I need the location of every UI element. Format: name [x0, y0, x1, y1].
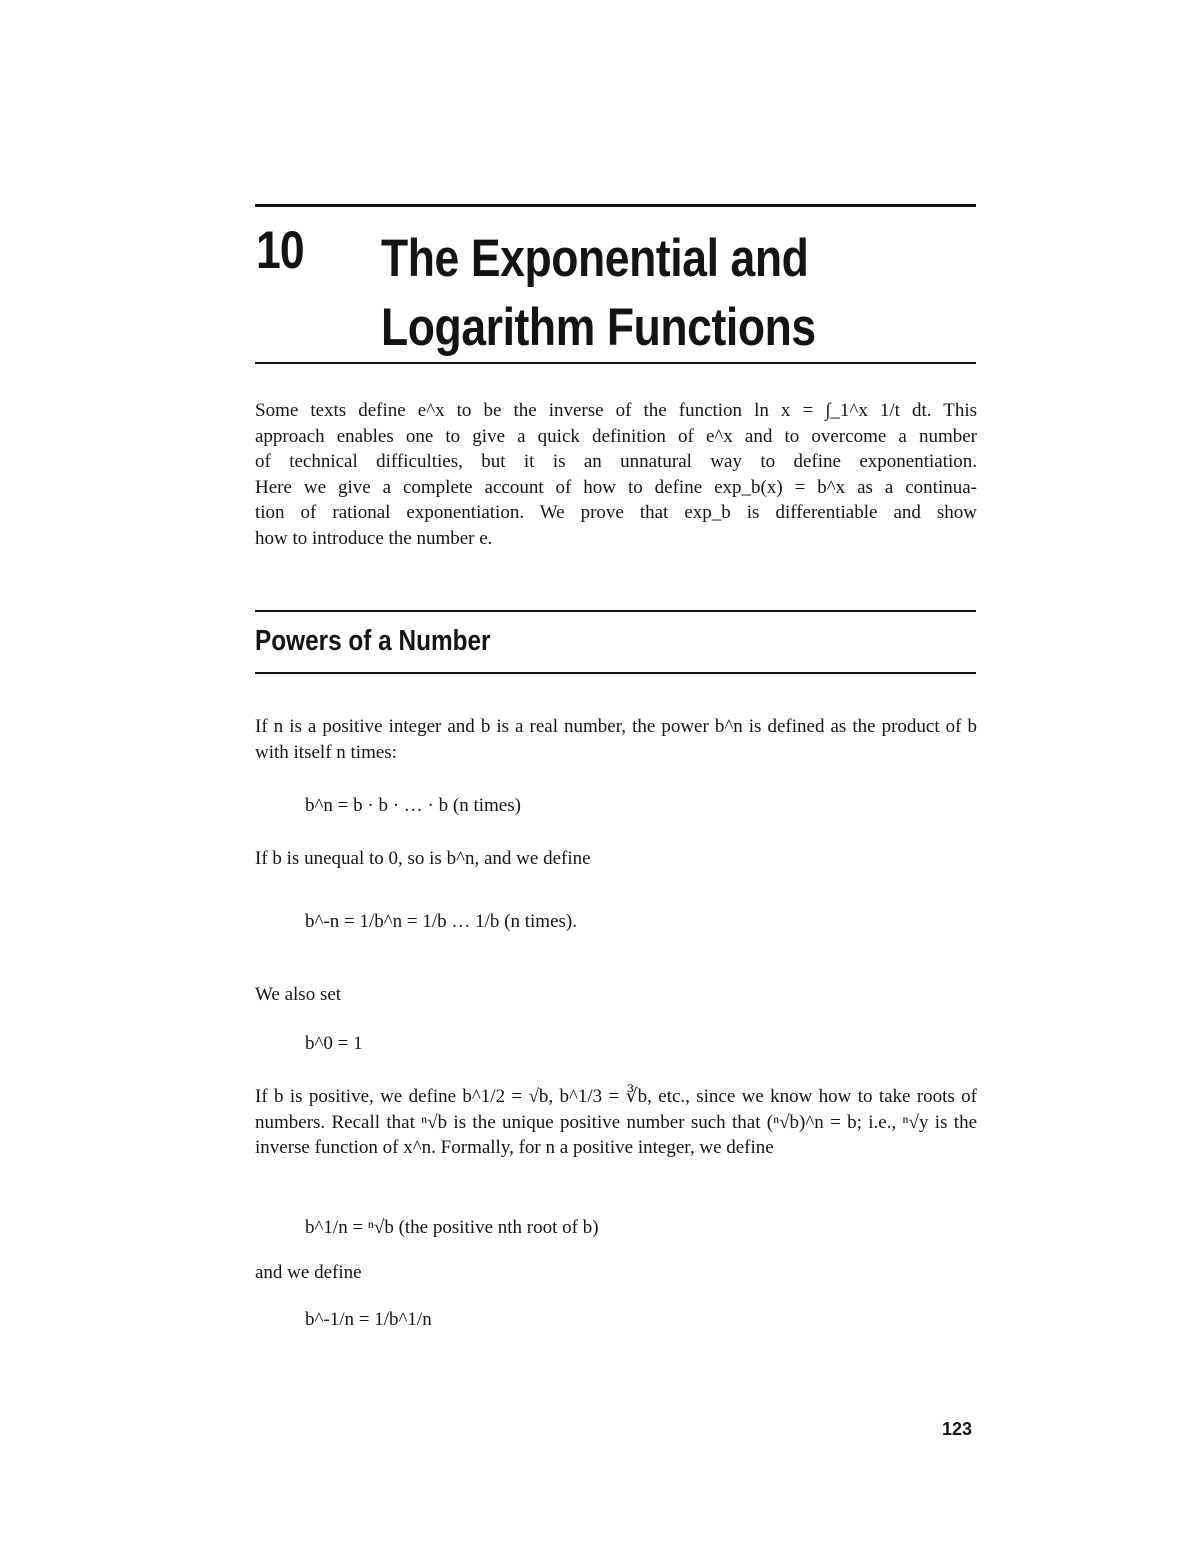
section-title: Powers of a Number [255, 625, 491, 657]
chapter-title-line-2: Logarithm Functions [381, 298, 816, 357]
intro-line-6: how to introduce the number e. [255, 527, 493, 549]
paragraph-also-set: We also set [255, 984, 342, 1005]
intro-line-1: Some texts define e^x to be the inverse of the function ln x = ∫_1^x 1/t dt. This [255, 400, 977, 421]
equation-power-product: b^n = b · b · … · b (n times) [305, 795, 521, 816]
section-rule-top [255, 610, 976, 612]
equation-zero-power: b^0 = 1 [305, 1033, 363, 1054]
chapter-rule-top [255, 204, 976, 207]
intro-line-5: tion of rational exponentiation. We prove that exp_b is differentiable and show [255, 502, 977, 523]
paragraph-and-define: and we define [255, 1262, 362, 1283]
chapter-title [381, 224, 816, 362]
chapter-number: 10 [256, 221, 304, 280]
equation-nth-root: b^1/n = ⁿ√b (the positive nth root of b) [305, 1217, 599, 1238]
equation-negative-power: b^-n = 1/b^n = 1/b … 1/b (n times). [305, 911, 577, 932]
paragraph-roots: If b is positive, we define b^1/2 = √b, b^1/3 = ∛b, etc., since we know how to take roots of numbers. Recall that ⁿ√b is the unique positive number such that (ⁿ√b)^n = b; i.e., ⁿ√y is the inverse function of x^n. Formally, for n a positive integer, we define [255, 1086, 977, 1158]
paragraph-unequal-zero: If b is unequal to 0, so is b^n, and we define [255, 848, 591, 869]
chapter-rule-bottom [255, 362, 976, 364]
section-rule-bottom [255, 672, 976, 674]
page-number: 123 [942, 1419, 973, 1439]
intro-line-2: approach enables one to give a quick definition of e^x and to overcome a number [255, 425, 977, 447]
equation-negative-root: b^-1/n = 1/b^1/n [305, 1309, 432, 1330]
intro-line-3: of technical difficulties, but it is an unnatural way to define exponentiation. [255, 451, 977, 472]
intro-line-4: Here we give a complete account of how to define exp_b(x) = b^x as a continua- [255, 476, 977, 498]
chapter-title-line-1: The Exponential and [381, 229, 809, 288]
intro-paragraph [255, 398, 977, 551]
paragraph-power-definition: If n is a positive integer and b is a real number, the power b^n is defined as the product of b with itself n times: [255, 716, 977, 763]
